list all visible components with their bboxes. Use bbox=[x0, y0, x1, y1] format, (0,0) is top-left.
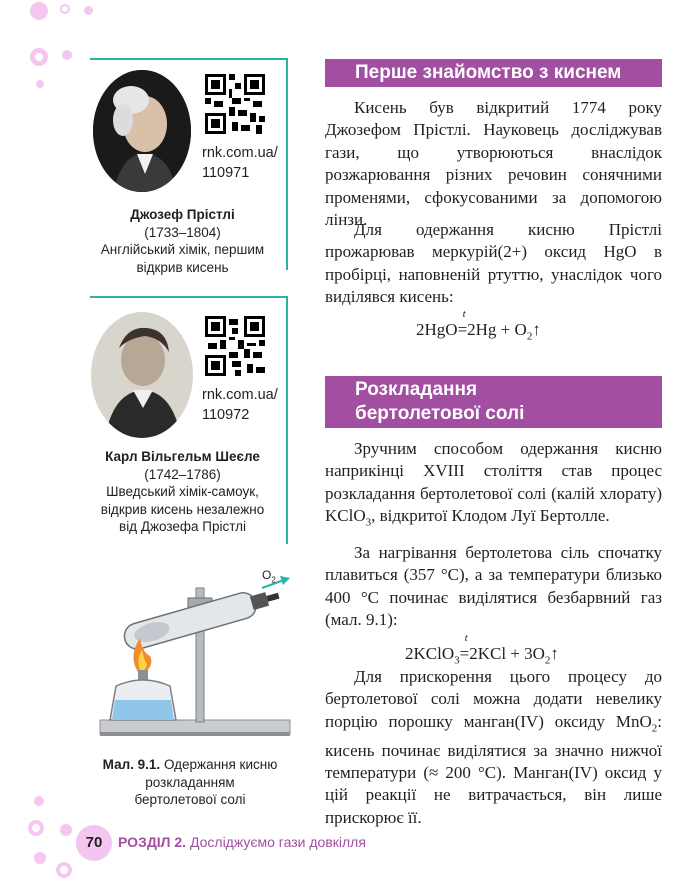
scientist-caption bbox=[85, 206, 280, 276]
decor-circle bbox=[62, 50, 72, 60]
gas-label bbox=[262, 568, 276, 584]
scientist-desc: відкрив кисень незалежно bbox=[100, 501, 265, 517]
portrait-scheele bbox=[91, 312, 193, 438]
decor-circle bbox=[28, 820, 44, 836]
formula-subscript: 3 bbox=[365, 516, 372, 529]
scientist-years: (1733–1804) bbox=[144, 224, 221, 240]
section-title: бертолетової солі bbox=[355, 403, 525, 424]
paragraph bbox=[325, 666, 662, 829]
equation-subscript: 2 bbox=[544, 654, 551, 667]
lab-apparatus-illustration bbox=[80, 560, 300, 750]
figure-caption-text: бертолетової солі bbox=[134, 792, 246, 807]
gas-formula: O bbox=[262, 568, 272, 582]
equation: 2HgO= t $2Hg + O_2↑$ bbox=[416, 308, 541, 343]
link-line: 110971 bbox=[202, 165, 250, 181]
decor-circle bbox=[34, 852, 46, 864]
decor-circle bbox=[60, 4, 70, 14]
page-number: 70 bbox=[76, 825, 112, 861]
section-title: Розкладання bbox=[355, 379, 478, 400]
scientist-name: Джозеф Прістлі bbox=[130, 207, 235, 222]
link-line: 110972 bbox=[202, 407, 250, 423]
paragraph: Кисень був відкритий 1774 року Джозефом Прістлі. Науковець досліджував гази, що утворюються внаслідок розжарювання різних речовин сонячними променями, сфокусованими за допомогою лінзи. bbox=[325, 98, 662, 230]
decor-circle bbox=[60, 824, 72, 836]
paragraph-text: , відкритої Клодом Луї Бертолле. bbox=[371, 506, 610, 526]
paragraph-text: : кисень починає виділятися за значно нижчої температури (≈ 200 °C). Манган(IV) оксид у цій реакції не витрачається, він лише прискорює її. bbox=[325, 711, 662, 827]
decor-circle bbox=[30, 2, 48, 20]
section-heading bbox=[325, 59, 662, 87]
link-line: rnk.com.ua/ bbox=[202, 145, 278, 161]
equation-reactant: 2HgO bbox=[416, 320, 458, 339]
gas-subscript: 2 bbox=[271, 575, 276, 585]
equation-reactant: 2KClO bbox=[405, 644, 455, 663]
equation-subscript: 3 bbox=[454, 654, 460, 667]
equation-condition: t bbox=[462, 308, 466, 320]
paragraph-text: Для прискорення цього процесу до бертолетової солі можна додати невелику порцію порошку манган(IV) оксиду MnO bbox=[325, 667, 662, 731]
scientist-name: Карл Вільгельм Шеєле bbox=[105, 449, 260, 464]
decor-circle bbox=[30, 48, 48, 66]
paragraph-text: Зручним способом одержання кисню наприкінці XVIII століття став процес розкладання бертолетової солі (калій хлорату) KClO bbox=[325, 439, 662, 526]
equation-arrow: ↑ bbox=[532, 320, 541, 339]
scientist-caption bbox=[85, 448, 280, 536]
section-heading bbox=[325, 376, 662, 428]
formula-subscript: 2 bbox=[651, 722, 658, 735]
scientist-desc: відкрив кисень bbox=[136, 259, 229, 275]
scientist-years: (1742–1786) bbox=[144, 466, 221, 482]
decor-circle bbox=[84, 6, 93, 15]
equation-condition: t bbox=[464, 632, 468, 644]
equation-arrow: ↑ bbox=[550, 644, 559, 663]
chapter-label: РОЗДІЛ 2. bbox=[118, 834, 187, 850]
paragraph bbox=[325, 438, 662, 534]
link-line: rnk.com.ua/ bbox=[202, 387, 278, 403]
scientist-desc: Шведський хімік-самоук, bbox=[106, 484, 259, 499]
decor-circle bbox=[56, 862, 72, 878]
scientist-desc: Англійський хімік, першим bbox=[100, 242, 265, 257]
decor-circle bbox=[36, 80, 44, 88]
paragraph: Для одержання кисню Прістлі прожарював меркурій(2+) оксид HgO в пробірці, наповненій ртуттю, унаслідок чого виділявся кисень: bbox=[325, 220, 662, 307]
figure-caption-text: розкладанням bbox=[145, 774, 235, 790]
section-title: Перше знайомство з киснем bbox=[355, 62, 622, 83]
qr-code bbox=[205, 316, 265, 376]
scientist-desc: від Джозефа Прістлі bbox=[119, 519, 246, 534]
equation-subscript: 2 bbox=[526, 330, 533, 343]
chapter-footer bbox=[118, 834, 366, 850]
resource-link[interactable] bbox=[202, 385, 278, 425]
portrait-priestley bbox=[93, 70, 191, 192]
figure-caption-text: Одержання кисню bbox=[163, 757, 278, 772]
figure-caption bbox=[80, 756, 300, 809]
paragraph: За нагрівання бертолетова сіль спочатку плавиться (357 °C), а за температури близько 400 °C починає виділятися безбарвний газ (мал. 9.1): bbox=[325, 543, 662, 630]
resource-link[interactable] bbox=[202, 143, 278, 183]
chapter-title: Досліджуємо гази довкілля bbox=[189, 834, 366, 850]
equation: 2KClO$_3$= t $2KCl + 3O_2↑$ bbox=[405, 632, 559, 667]
qr-code bbox=[205, 74, 265, 134]
equation-products: 2Hg + O bbox=[467, 320, 527, 339]
figure-number: Мал. 9.1. bbox=[102, 757, 161, 772]
equation-products: 2KCl + 3O bbox=[469, 644, 545, 663]
decor-circle bbox=[34, 796, 44, 806]
